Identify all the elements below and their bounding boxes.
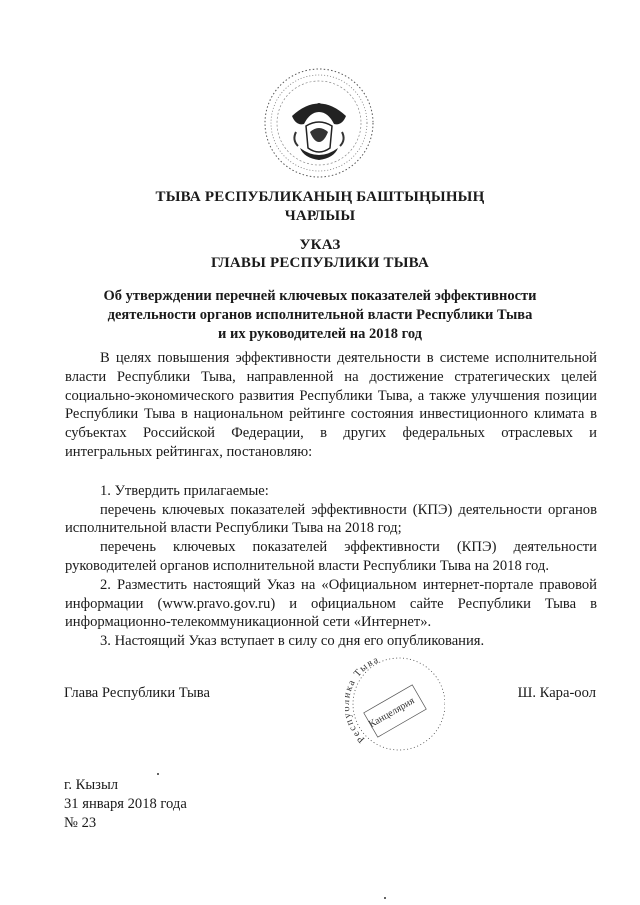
signatory-position: Глава Республики Тыва [64,685,210,701]
scan-speck [157,773,159,775]
intro-paragraph: В целях повышения эффективности деятельности в системе исполнительной власти Республики Тыва, направленной на достижение стратегических целей социально-экономического развития Республики Тыва, а также улучшения позиции Республики Тыва в национальном рейтинге состояния инвестиционного климата в субъектах Российской Федерации, в других федеральных отраслевых и интегральных рейтингах, постановляю: [65,350,597,460]
header-title-tuvan: ТЫВА РЕСПУБЛИКАНЫҢ БАШТЫҢЫНЫҢ [155,189,485,205]
item-1-a: перечень ключевых показателей эффективности (КПЭ) деятельности органов исполнительной власти Республики Тыва на 2018 год; [65,501,597,537]
decree-title-line-2: деятельности органов исполнительной власти Республики Тыва [107,307,533,323]
item-2: 2. Разместить настоящий Указ на «Официальном интернет-портале правовой информации (www.pravo.gov.ru) и официальном сайте Республики Тыва в информационно-телекоммуникационной сети «Интернет». [65,576,597,631]
item-3: 3. Настоящий Указ вступает в силу со дня его опубликования. [100,633,485,650]
decree-number: № 23 [64,815,97,831]
document-type: УКАЗ [299,237,341,253]
svg-text:Канцелярия: Канцелярия [367,695,417,731]
place-of-signing: г. Кызыл [64,777,119,793]
item-1: 1. Утвердить прилагаемые: [100,482,269,499]
svg-text:Республика Тыва: Рес а Тыва [345,654,382,745]
signatory-name: Ш. Кара-оол [517,685,596,701]
decree-body [65,349,597,651]
scan-speck [384,897,386,899]
official-stamp-icon [345,649,445,759]
decree-title-line-3: и их руководителей на 2018 год [218,326,422,342]
header-subtitle-tuvan: ЧАРЛЫЫ [284,208,356,224]
item-1-b: перечень ключевых показателей эффективности (КПЭ) деятельности руководителей органов исполнительной власти Республики Тыва на 2018 год. [65,539,597,574]
coat-of-arms-icon [262,66,376,180]
decree-title-line-1: Об утверждении перечней ключевых показателей эффективности [103,288,537,304]
document-issuer: ГЛАВЫ РЕСПУБЛИКИ ТЫВА [211,255,429,271]
signing-date: 31 января 2018 года [64,796,187,812]
